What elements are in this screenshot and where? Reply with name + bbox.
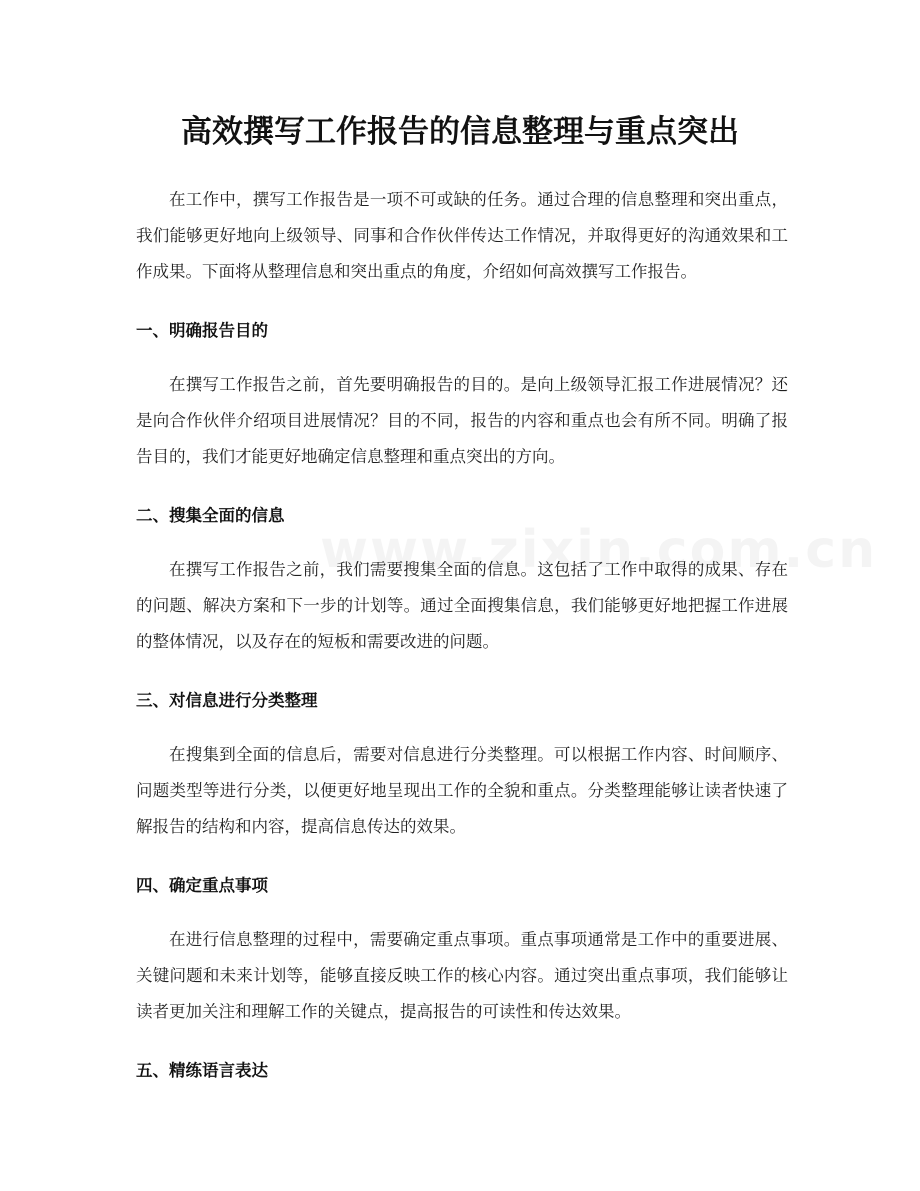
section-heading-4: 四、确定重点事项 (136, 876, 268, 895)
section-body-2: 在撰写工作报告之前，我们需要搜集全面的信息。这包括了工作中取得的成果、存在的问题、解决方案和下一步的计划等。通过全面搜集信息，我们能够更好地把握工作进展的整体情况，以及存在的短板和需要改进的问题。 (136, 560, 788, 651)
section-heading-3: 三、对信息进行分类整理 (136, 691, 318, 710)
section-heading-5: 五、精练语言表达 (136, 1061, 268, 1080)
document-body (136, 182, 788, 1089)
section-body-4: 在进行信息整理的过程中，需要确定重点事项。重点事项通常是工作中的重要进展、关键问题和未来计划等，能够直接反映工作的核心内容。通过突出重点事项，我们能够让读者更加关注和理解工作的关键点，提高报告的可读性和传达效果。 (136, 930, 788, 1021)
section-heading-1: 一、明确报告目的 (136, 321, 268, 340)
section-body-1: 在撰写工作报告之前，首先要明确报告的目的。是向上级领导汇报工作进展情况？还是向合作伙伴介绍项目进展情况？目的不同，报告的内容和重点也会有所不同。明确了报告目的，我们才能更好地确定信息整理和重点突出的方向。 (136, 375, 788, 466)
intro-paragraph: 在工作中，撰写工作报告是一项不可或缺的任务。通过合理的信息整理和突出重点，我们能够更好地向上级领导、同事和合作伙伴传达工作情况，并取得更好的沟通效果和工作成果。下面将从整理信息和突出重点的角度，介绍如何高效撰写工作报告。 (136, 190, 788, 281)
section-heading-2: 二、搜集全面的信息 (136, 506, 285, 525)
document-title: 高效撰写工作报告的信息整理与重点突出 (181, 114, 739, 150)
section-body-3: 在搜集到全面的信息后，需要对信息进行分类整理。可以根据工作内容、时间顺序、问题类型等进行分类，以便更好地呈现出工作的全貌和重点。分类整理能够让读者快速了解报告的结构和内容，提高信息传达的效果。 (136, 745, 788, 836)
